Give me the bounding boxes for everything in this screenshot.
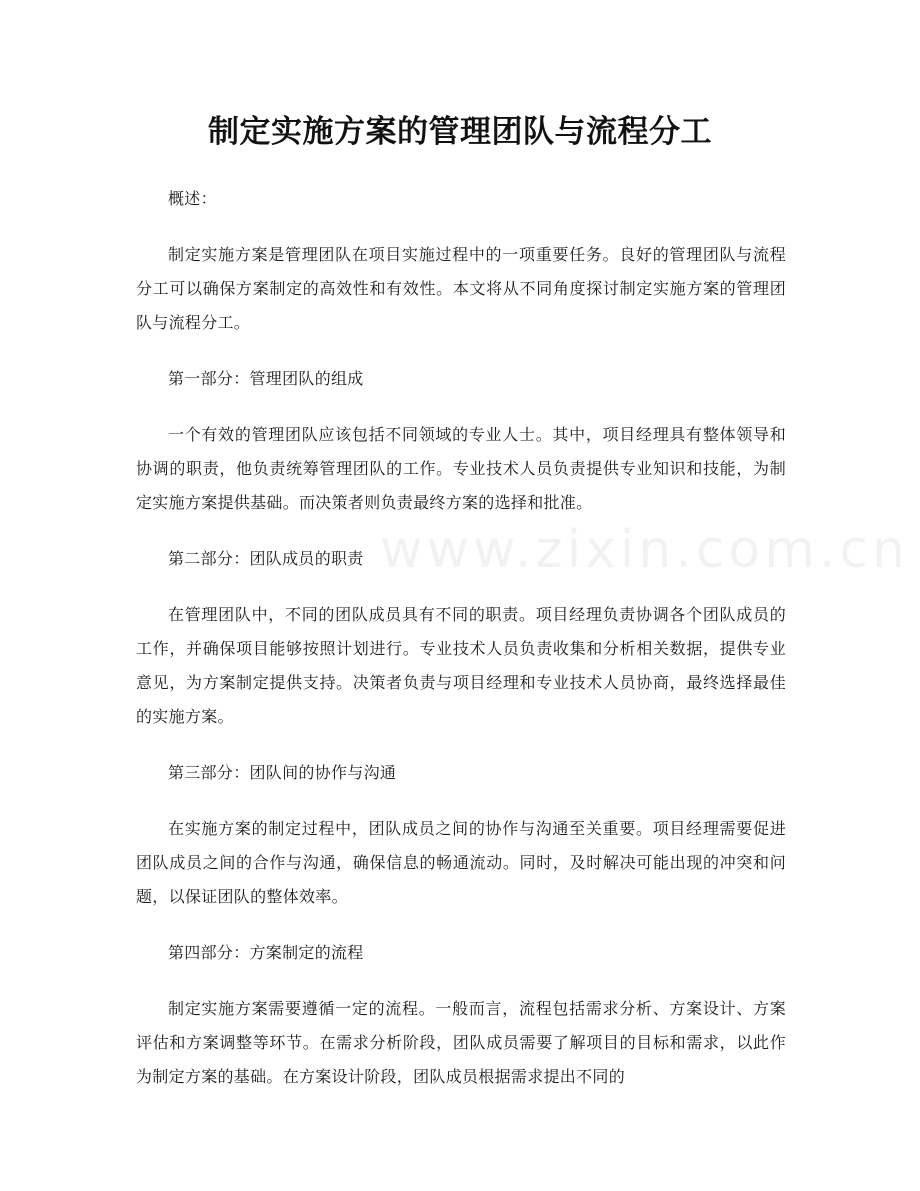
section-heading-part1: 第一部分：管理团队的组成 xyxy=(168,369,364,388)
section-heading-overview: 概述： xyxy=(168,189,217,208)
document-body xyxy=(136,182,786,1094)
document-title: 制定实施方案的管理团队与流程分工 xyxy=(208,114,712,150)
paragraph-part3: 在实施方案的制定过程中，团队成员之间的协作与沟通至关重要。项目经理需要促进团队成员之间的合作与沟通，确保信息的畅通流动。同时，及时解决可能出现的冲突和问题，以保证团队的整体效率。 xyxy=(136,819,786,906)
section-heading-part2: 第二部分：团队成员的职责 xyxy=(168,549,364,568)
paragraph-overview: 制定实施方案是管理团队在项目实施过程中的一项重要任务。良好的管理团队与流程分工可以确保方案制定的高效性和有效性。本文将从不同角度探讨制定实施方案的管理团队与流程分工。 xyxy=(136,245,786,332)
section-heading-part4: 第四部分：方案制定的流程 xyxy=(168,943,364,962)
section-heading-part3: 第三部分：团队间的协作与沟通 xyxy=(168,763,397,782)
paragraph-part2: 在管理团队中，不同的团队成员具有不同的职责。项目经理负责协调各个团队成员的工作，并确保项目能够按照计划进行。专业技术人员负责收集和分析相关数据，提供专业意见，为方案制定提供支持。决策者负责与项目经理和专业技术人员协商，最终选择最佳的实施方案。 xyxy=(136,605,786,726)
paragraph-part1: 一个有效的管理团队应该包括不同领域的专业人士。其中，项目经理具有整体领导和协调的职责，他负责统筹管理团队的工作。专业技术人员负责提供专业知识和技能，为制定实施方案提供基础。而决策者则负责最终方案的选择和批准。 xyxy=(136,425,786,512)
watermark: www.zixin.com.cn xyxy=(380,520,909,580)
paragraph-part4: 制定实施方案需要遵循一定的流程。一般而言，流程包括需求分析、方案设计、方案评估和方案调整等环节。在需求分析阶段，团队成员需要了解项目的目标和需求，以此作为制定方案的基础。在方案设计阶段，团队成员根据需求提出不同的 xyxy=(136,999,786,1086)
